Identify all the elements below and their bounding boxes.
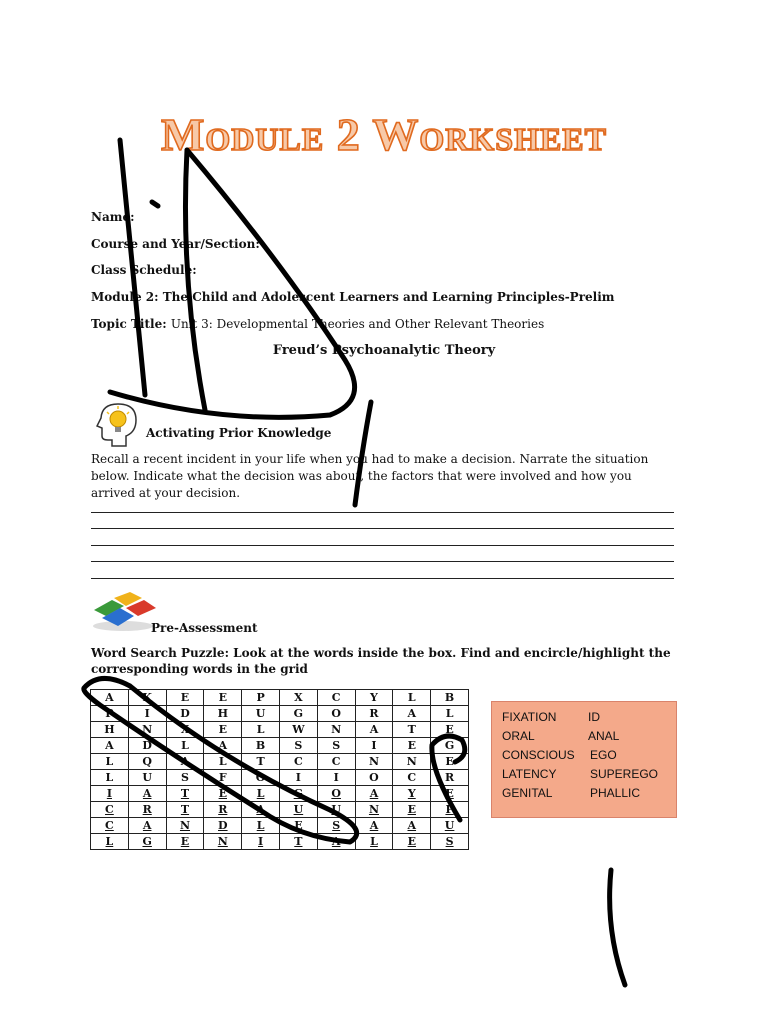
grid-row	[91, 802, 469, 818]
answer-line	[91, 561, 674, 562]
activating-heading: Activating Prior Knowledge	[146, 426, 332, 440]
grid-cell[interactable]: I	[279, 770, 317, 786]
grid-cell[interactable]: T	[166, 802, 204, 818]
grid-cell[interactable]: E	[431, 786, 469, 802]
grid-cell[interactable]: E	[204, 722, 242, 738]
grid-cell[interactable]: T	[393, 722, 431, 738]
grid-row	[91, 786, 469, 802]
grid-row	[91, 754, 469, 770]
grid-cell[interactable]: R	[204, 802, 242, 818]
grid-cell[interactable]: C	[279, 754, 317, 770]
grid-cell[interactable]: N	[317, 722, 355, 738]
activating-instructions: Recall a recent incident in your life when you had to make a decision. Narrate the situation below. Indicate what the decision was about, the factors that were involved and how you arrived at your decision.	[91, 452, 649, 500]
grid-cell[interactable]: B	[431, 690, 469, 706]
grid-row	[91, 834, 469, 850]
topic-label: Topic Title:	[91, 317, 167, 331]
name-field	[91, 210, 135, 224]
grid-cell[interactable]: A	[166, 754, 204, 770]
grid-cell[interactable]: A	[204, 738, 242, 754]
grid-cell[interactable]: G	[279, 706, 317, 722]
grid-cell[interactable]: A	[355, 722, 393, 738]
answer-line	[91, 545, 674, 546]
grid-cell[interactable]: L	[242, 786, 280, 802]
grid-cell[interactable]: A	[128, 786, 166, 802]
grid-cell[interactable]: D	[166, 706, 204, 722]
grid-cell[interactable]: F	[204, 770, 242, 786]
word-list-item: ID	[588, 710, 600, 724]
answer-line	[91, 528, 674, 529]
grid-cell[interactable]: E	[431, 722, 469, 738]
grid-row	[91, 690, 469, 706]
grid-cell[interactable]: N	[393, 754, 431, 770]
grid-cell[interactable]: A	[393, 706, 431, 722]
grid-cell[interactable]: E	[393, 738, 431, 754]
grid-cell[interactable]: N	[355, 754, 393, 770]
grid-cell[interactable]: O	[317, 786, 355, 802]
schedule-label: Class Schedule:	[91, 263, 197, 277]
preassessment-heading: Pre-Assessment	[151, 621, 258, 635]
grid-cell[interactable]: G	[431, 738, 469, 754]
word-list-box	[491, 701, 677, 818]
grid-cell[interactable]: E	[393, 802, 431, 818]
grid-cell[interactable]: O	[355, 770, 393, 786]
grid-cell[interactable]: Q	[128, 754, 166, 770]
grid-cell[interactable]: O	[242, 770, 280, 786]
lightbulb-head-icon	[96, 400, 142, 448]
grid-cell[interactable]: I	[355, 738, 393, 754]
grid-cell[interactable]: B	[242, 738, 280, 754]
name-label: Name:	[91, 210, 135, 224]
grid-cell[interactable]: T	[166, 786, 204, 802]
grid-cell[interactable]: I	[242, 834, 280, 850]
grid-cell[interactable]: N	[166, 818, 204, 834]
answer-line	[91, 512, 674, 513]
grid-cell[interactable]: E	[204, 690, 242, 706]
grid-cell[interactable]: S	[166, 770, 204, 786]
word-list-item: EGO	[590, 748, 617, 762]
grid-cell[interactable]: U	[279, 802, 317, 818]
schedule-field	[91, 263, 197, 277]
grid-row	[91, 706, 469, 722]
grid-cell[interactable]: E	[166, 690, 204, 706]
grid-row	[91, 722, 469, 738]
module-label: Module 2: The Child and Adolescent Learners and Learning Principles-Prelim	[91, 290, 615, 304]
grid-cell[interactable]: P	[91, 706, 129, 722]
grid-cell[interactable]: P	[431, 802, 469, 818]
grid-cell[interactable]: A	[317, 834, 355, 850]
grid-cell[interactable]: X	[279, 690, 317, 706]
theory-heading: Freud’s Psychoanalytic Theory	[272, 343, 496, 358]
grid-cell[interactable]: C	[91, 818, 129, 834]
grid-cell[interactable]: U	[431, 818, 469, 834]
grid-cell[interactable]: I	[317, 770, 355, 786]
grid-cell[interactable]: L	[91, 754, 129, 770]
grid-cell[interactable]: E	[166, 834, 204, 850]
grid-cell[interactable]: S	[317, 818, 355, 834]
grid-cell[interactable]: C	[317, 690, 355, 706]
grid-cell[interactable]: E	[431, 754, 469, 770]
grid-cell[interactable]: O	[317, 706, 355, 722]
module-field	[91, 290, 614, 304]
puzzle-pieces-icon	[90, 592, 156, 632]
grid-cell[interactable]: A	[128, 818, 166, 834]
grid-cell[interactable]: A	[242, 802, 280, 818]
grid-row	[91, 818, 469, 834]
grid-cell[interactable]: A	[393, 818, 431, 834]
grid-cell[interactable]: R	[128, 802, 166, 818]
word-list-item: ANAL	[588, 729, 620, 743]
grid-cell[interactable]: L	[91, 834, 129, 850]
grid-cell[interactable]: L	[431, 706, 469, 722]
topic-value: Unit 3: Developmental Theories and Other Relevant Theories	[170, 317, 545, 331]
grid-cell[interactable]: A	[91, 738, 129, 754]
grid-cell[interactable]: S	[317, 738, 355, 754]
grid-cell[interactable]: H	[91, 722, 129, 738]
word-search-instructions: Word Search Puzzle: Look at the words inside the box. Find and encircle/highlight the corresponding words in the grid	[91, 646, 671, 676]
grid-cell[interactable]: G	[279, 786, 317, 802]
word-search-grid[interactable]	[90, 689, 469, 850]
grid-cell[interactable]: D	[128, 738, 166, 754]
grid-cell[interactable]: I	[91, 786, 129, 802]
grid-cell[interactable]: T	[279, 834, 317, 850]
grid-cell[interactable]: U	[242, 706, 280, 722]
word-list-item: SUPEREGO	[590, 767, 659, 781]
grid-cell[interactable]: C	[393, 770, 431, 786]
course-label: Course and Year/Section:	[91, 237, 260, 251]
grid-cell[interactable]: W	[279, 722, 317, 738]
grid-cell[interactable]: E	[204, 786, 242, 802]
grid-row	[91, 738, 469, 754]
grid-cell[interactable]: S	[279, 738, 317, 754]
grid-cell[interactable]: C	[91, 802, 129, 818]
grid-cell[interactable]: N	[355, 802, 393, 818]
grid-row	[91, 770, 469, 786]
word-list-item: PHALLIC	[590, 786, 641, 800]
grid-cell[interactable]: A	[355, 818, 393, 834]
grid-cell[interactable]: L	[166, 738, 204, 754]
grid-cell[interactable]: K	[128, 690, 166, 706]
grid-cell[interactable]: A	[91, 690, 129, 706]
word-list-item: ORAL	[502, 729, 535, 743]
grid-cell[interactable]: R	[355, 706, 393, 722]
grid-cell[interactable]: D	[204, 818, 242, 834]
grid-cell[interactable]: G	[128, 834, 166, 850]
grid-cell[interactable]: C	[317, 754, 355, 770]
word-list-item: GENITAL	[502, 786, 553, 800]
answer-line	[91, 578, 674, 579]
word-list-item: LATENCY	[502, 767, 557, 781]
grid-cell[interactable]: Y	[355, 690, 393, 706]
grid-cell[interactable]: U	[317, 802, 355, 818]
word-list-item: FIXATION	[502, 710, 557, 724]
topic-field	[91, 317, 544, 331]
worksheet-title: Module 2 Worksheet	[161, 109, 607, 160]
grid-cell[interactable]: L	[242, 818, 280, 834]
grid-cell[interactable]: A	[355, 786, 393, 802]
grid-cell[interactable]: I	[128, 706, 166, 722]
course-field	[91, 237, 260, 251]
grid-cell[interactable]: L	[204, 754, 242, 770]
grid-cell[interactable]: R	[431, 770, 469, 786]
grid-cell[interactable]: L	[393, 690, 431, 706]
grid-cell[interactable]: N	[128, 722, 166, 738]
grid-cell[interactable]: E	[279, 818, 317, 834]
grid-cell[interactable]: U	[128, 770, 166, 786]
grid-cell[interactable]: L	[355, 834, 393, 850]
grid-cell[interactable]: P	[242, 690, 280, 706]
grid-cell[interactable]: S	[431, 834, 469, 850]
grid-cell[interactable]: E	[393, 834, 431, 850]
grid-cell[interactable]: T	[242, 754, 280, 770]
grid-cell[interactable]: N	[204, 834, 242, 850]
grid-cell[interactable]: L	[242, 722, 280, 738]
grid-cell[interactable]: L	[91, 770, 129, 786]
grid-cell[interactable]: X	[166, 722, 204, 738]
word-list-item: CONSCIOUS	[502, 748, 575, 762]
grid-cell[interactable]: H	[204, 706, 242, 722]
grid-cell[interactable]: Y	[393, 786, 431, 802]
